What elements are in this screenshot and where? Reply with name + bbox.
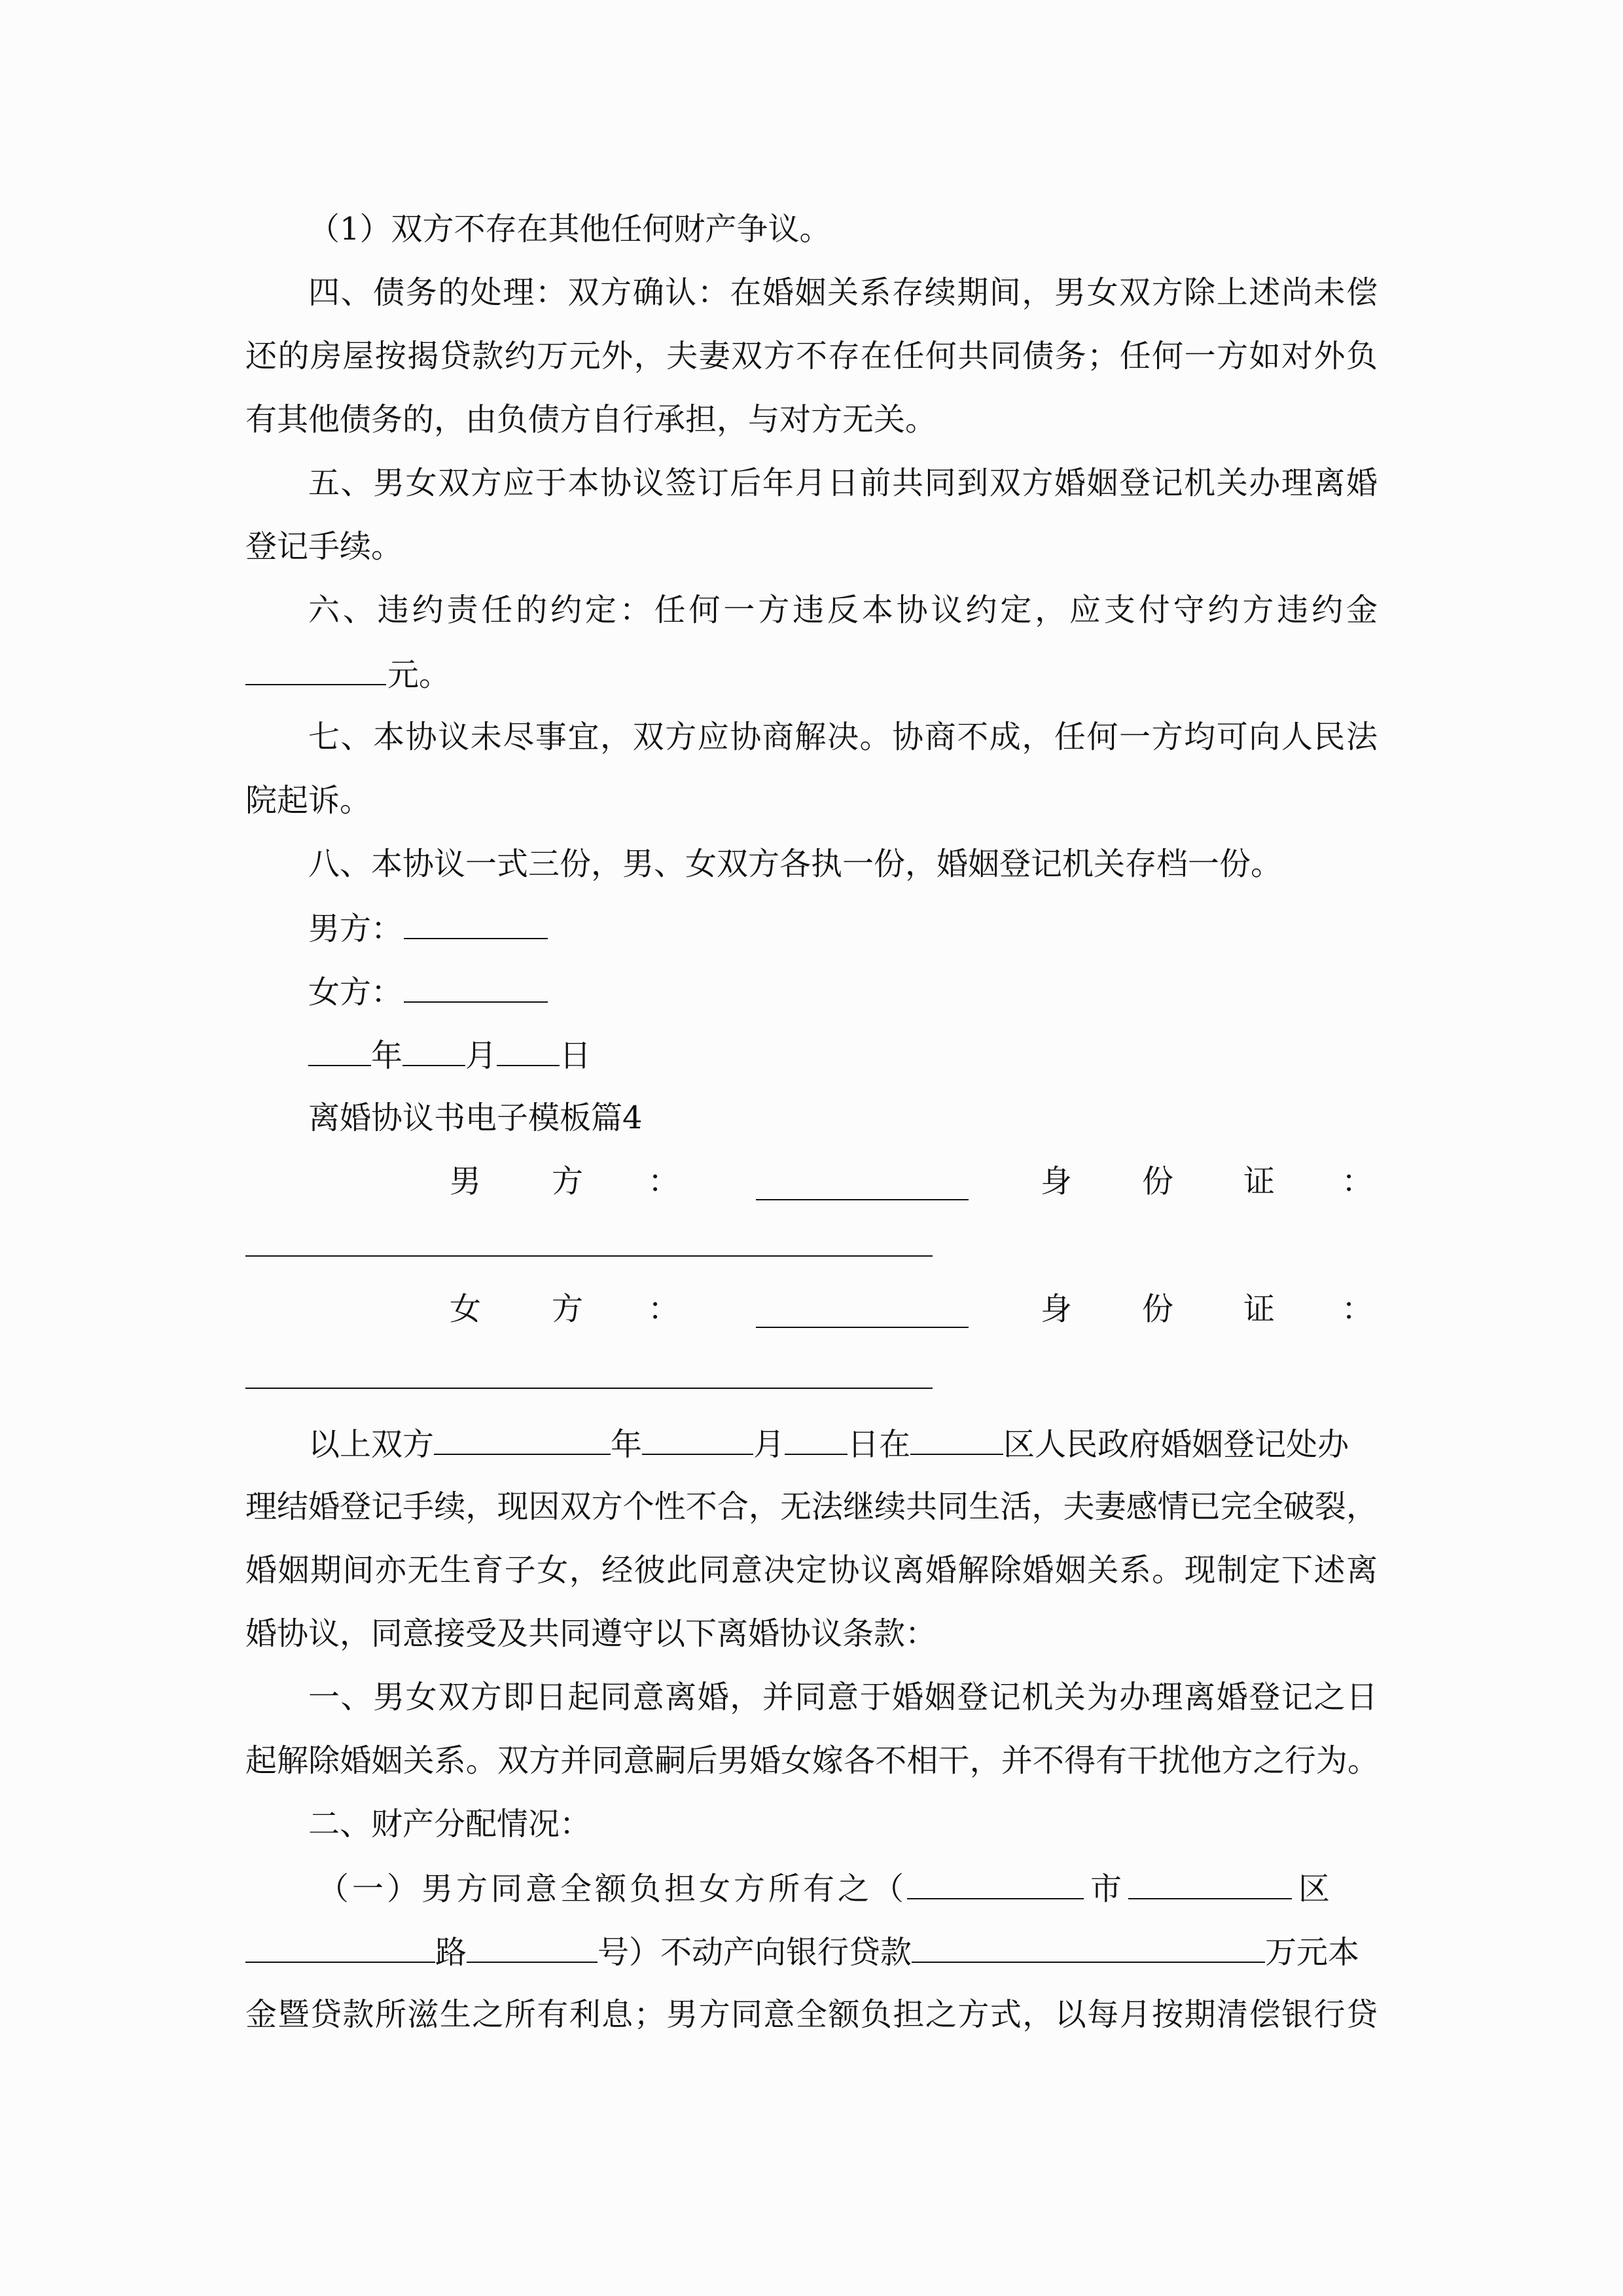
female-signature-blank[interactable] xyxy=(404,971,548,1003)
signing-date-row xyxy=(308,1035,591,1074)
year-label: 年 xyxy=(371,1037,403,1074)
male-party-char-1: 男 xyxy=(450,1163,482,1200)
male-id-blank[interactable] xyxy=(245,1255,933,1257)
marriage-month-label: 月 xyxy=(753,1426,785,1463)
article-1-line-1: 一、男女双方即日起同意离婚，并同意于婚姻登记机关为办理离婚登记之日 xyxy=(308,1679,1378,1715)
male-party-char-2: 方 xyxy=(552,1163,584,1200)
city-blank[interactable] xyxy=(907,1868,1084,1899)
district-name-blank[interactable] xyxy=(1128,1868,1292,1899)
female-party-colon: ： xyxy=(648,1291,680,1327)
clause-7-line-2: 院起诉。 xyxy=(245,782,372,819)
yuan-label: 元。 xyxy=(387,656,451,693)
month-blank[interactable] xyxy=(402,1035,465,1066)
clause-8: 八、本协议一式三份，男、女双方各执一份，婚姻登记机关存档一份。 xyxy=(308,846,1283,882)
female-id-char-2: 份 xyxy=(1142,1291,1174,1327)
marriage-day-blank[interactable] xyxy=(785,1424,847,1455)
male-party-colon: ： xyxy=(648,1163,680,1200)
clause-6-line-2 xyxy=(245,654,450,693)
year-blank[interactable] xyxy=(308,1035,371,1066)
day-label: 日 xyxy=(560,1037,592,1074)
principal-label: 万元本 xyxy=(1265,1934,1360,1971)
district-blank[interactable] xyxy=(910,1424,1003,1455)
article-2-heading: 二、财产分配情况： xyxy=(308,1806,592,1842)
male-id-char-3: 证 xyxy=(1243,1163,1275,1200)
female-signature-label: 女方： xyxy=(308,974,403,1011)
day-blank[interactable] xyxy=(497,1035,560,1066)
marriage-registration-line-2: 理结婚登记手续，现因双方个性不合，无法继续共同生活，夫妻感情已完全破裂， xyxy=(245,1488,1378,1525)
penalty-amount-blank[interactable] xyxy=(245,654,386,685)
female-id-colon: ： xyxy=(1342,1291,1374,1327)
female-id-char-3: 证 xyxy=(1243,1291,1275,1327)
male-id-char-1: 身 xyxy=(1041,1163,1073,1200)
clause-3-sub-1: （1）双方不存在其他任何财产争议。 xyxy=(308,211,831,247)
clause-4-line-2: 还的房屋按揭贷款约万元外，夫妻双方不存在任何共同债务；任何一方如对外负 xyxy=(245,338,1378,374)
male-name-blank[interactable] xyxy=(756,1199,969,1200)
male-signature-row xyxy=(308,908,549,947)
marriage-day-label: 日在 xyxy=(847,1426,911,1463)
clause-4-line-3: 有其他债务的，由负债方自行承担，与对方无关。 xyxy=(245,401,937,438)
male-signature-label: 男方： xyxy=(308,910,403,947)
female-party-char-2: 方 xyxy=(552,1291,584,1327)
male-id-colon: ： xyxy=(1342,1163,1374,1200)
clause-5-line-2: 登记手续。 xyxy=(245,528,403,565)
number-blank[interactable] xyxy=(467,1931,597,1963)
both-parties-label: 以上双方 xyxy=(308,1426,435,1463)
marriage-registration-line-3: 婚姻期间亦无生育子女，经彼此同意决定协议离婚解除婚姻关系。现制定下述离 xyxy=(245,1552,1378,1588)
female-party-char-1: 女 xyxy=(450,1291,482,1327)
registry-office-text: 区人民政府婚姻登记处办 xyxy=(1003,1426,1349,1463)
marriage-month-blank[interactable] xyxy=(642,1424,753,1455)
article-2-sub-1-line-3: 金暨贷款所滋生之所有利息；男方同意全额负担之方式，以每月按期清偿银行贷 xyxy=(245,1996,1378,2033)
loan-text: 号）不动产向银行贷款 xyxy=(597,1934,912,1971)
clause-5-line-1: 五、男女双方应于本协议签订后年月日前共同到双方婚姻登记机关办理离婚 xyxy=(308,465,1378,501)
clause-6-line-1: 六、违约责任的约定：任何一方违反本协议约定，应支付守约方违约金 xyxy=(308,592,1378,628)
road-label: 路 xyxy=(435,1934,467,1971)
male-signature-blank[interactable] xyxy=(404,908,548,939)
female-name-blank[interactable] xyxy=(756,1327,969,1328)
clause-7-line-1: 七、本协议未尽事宜，双方应协商解决。协商不成，任何一方均可向人民法 xyxy=(308,719,1378,755)
marriage-registration-line-1 xyxy=(308,1424,1349,1463)
female-signature-row xyxy=(308,971,549,1011)
month-label: 月 xyxy=(465,1037,497,1074)
road-blank[interactable] xyxy=(245,1931,435,1963)
property-clause-text: （一）男方同意全额负担女方所有之（ xyxy=(317,1871,908,1907)
article-2-sub-1-line-2 xyxy=(245,1931,1359,1971)
marriage-registration-line-4: 婚协议，同意接受及共同遵守以下离婚协议条款： xyxy=(245,1615,937,1652)
male-id-char-2: 份 xyxy=(1142,1163,1174,1200)
city-label: 市 xyxy=(1090,1871,1122,1907)
marriage-year-label: 年 xyxy=(611,1426,643,1463)
female-id-blank[interactable] xyxy=(245,1388,933,1389)
section-title: 离婚协议书电子模板篇4 xyxy=(308,1100,643,1136)
district-label: 区 xyxy=(1298,1871,1330,1907)
marriage-year-blank[interactable] xyxy=(434,1424,611,1455)
article-2-sub-1-line-1 xyxy=(317,1868,1330,1907)
female-id-char-1: 身 xyxy=(1041,1291,1073,1327)
loan-amount-blank[interactable] xyxy=(912,1931,1265,1963)
clause-4-line-1: 四、债务的处理：双方确认：在婚姻关系存续期间，男女双方除上述尚未偿 xyxy=(308,274,1378,311)
article-1-line-2: 起解除婚姻关系。双方并同意嗣后男婚女嫁各不相干，并不得有干扰他方之行为。 xyxy=(245,1742,1378,1779)
